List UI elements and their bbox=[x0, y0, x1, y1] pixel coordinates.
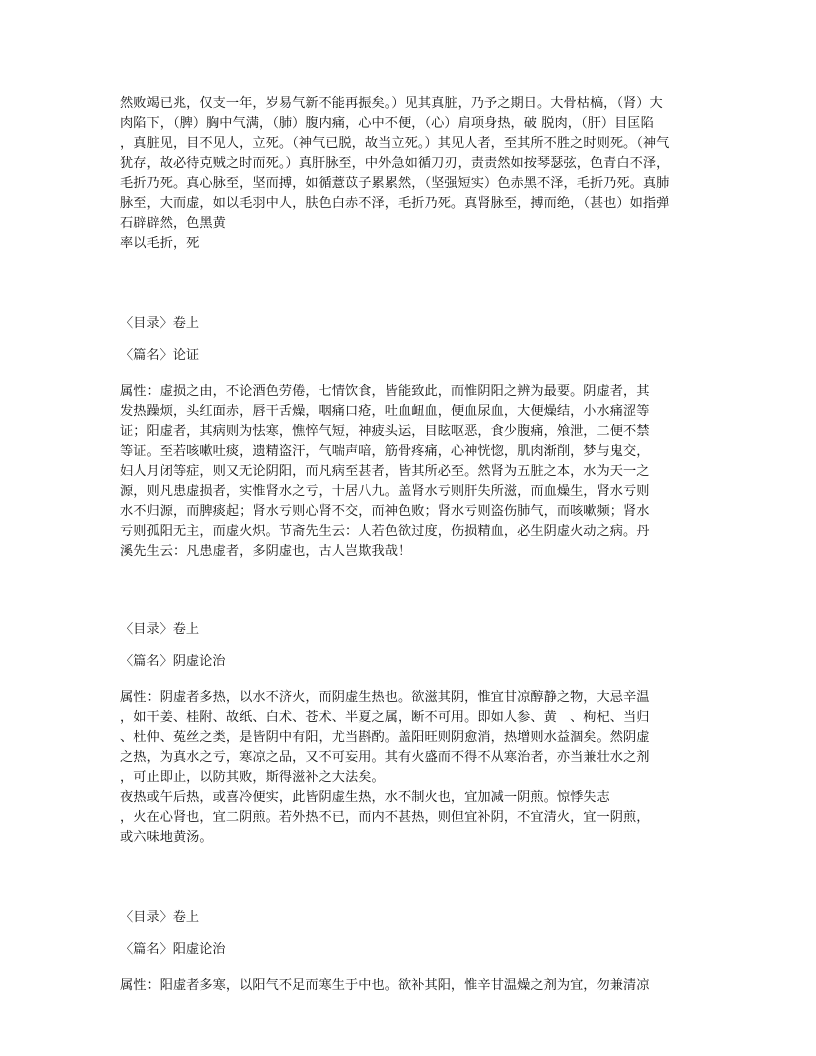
section-title: 〈篇名〉阴虚论治 bbox=[120, 654, 226, 669]
text-line: ，火在心肾也，宜二阴煎。若外热不已，而内不甚热，则但宜补阴，不宜清火，宜一阴煎， bbox=[120, 810, 650, 825]
text-line: 属性：阳虚者多寒，以阳气不足而寒生于中也。欲补其阳，惟辛甘温燥之剂为宜，勿兼清凉 bbox=[120, 978, 650, 993]
text-line: 妇人月闭等症，则又无论阴阳，而凡病至甚者，皆其所必至。然肾为五脏之本，水为天一之 bbox=[120, 464, 650, 479]
text-line: ，真脏见，目不见人，立死。（神气已脱，故当立死。）其见人者，至其所不胜之时则死。（神气 bbox=[120, 136, 670, 151]
text-line: 、杜仲、菟丝之类，是皆阴中有阳，尤当斟酌。盖阳旺则阴愈消，热增则水益涸矣。然阴虚 bbox=[120, 730, 650, 745]
text-line: 然败竭已兆，仅支一年，岁易气新不能再振矣。）见其真脏，乃予之期日。大骨枯槁，（肾）大 bbox=[120, 96, 663, 111]
text-line: 之热，为真水之亏，寒凉之品，又不可妄用。其有火盛而不得不从寒治者，亦当兼壮水之剂 bbox=[120, 750, 650, 765]
text-line: 等证。至若咳嗽吐痰，遗精盗汗，气喘声喑，筋骨疼痛，心神恍惚，肌肉渐削，梦与鬼交， bbox=[120, 444, 650, 459]
text-line: 亏则孤阳无主，而虚火炽。节斋先生云：人若色欲过度，伤损精血，必生阴虚火动之病。丹 bbox=[120, 524, 650, 539]
text-line: 属性：阴虚者多热，以水不济火，而阴虚生热也。欲滋其阴，惟宜甘凉醇静之物，大忌辛温 bbox=[120, 690, 650, 705]
text-line: ，如干姜、桂附、故纸、白术、苍术、半夏之属，断不可用。即如人参、黄 、枸杞、当归 bbox=[120, 710, 650, 725]
text-line: 犹存，故必待克贼之时而死。）真肝脉至，中外急如循刀刃，责责然如按琴瑟弦，色青白不泽， bbox=[120, 156, 670, 171]
text-line: 肉陷下，（脾）胸中气满，（肺）腹内痛，心中不便，（心）肩项身热，破 脱肉，（肝）目匡陷 bbox=[120, 116, 654, 131]
section-lunzheng bbox=[120, 314, 698, 562]
section-yangxu-lunzhi bbox=[120, 908, 698, 996]
text-line: 溪先生云：凡患虚者，多阴虚也，古人岂欺我哉！ bbox=[120, 544, 412, 559]
catalog-label: 〈目录〉卷上 bbox=[120, 622, 200, 637]
text-line: 发热躁烦，头红面赤，唇干舌燥，咽痛口疮，吐血衄血，便血尿血，大便燥结，小水痛涩等 bbox=[120, 404, 650, 419]
section-body bbox=[120, 688, 698, 848]
text-line: 源，则凡患虚损者，实惟肾水之亏，十居八九。盖肾水亏则肝失所滋，而血燥生，肾水亏则 bbox=[120, 484, 650, 499]
section-body bbox=[120, 976, 698, 996]
top-passage bbox=[120, 94, 698, 254]
section-yinxu-lunzhi bbox=[120, 620, 698, 848]
text-line: 夜热或午后热，或喜冷便实，此皆阴虚生热，水不制火也，宜加减一阴煎。惊悸失志 bbox=[120, 790, 610, 805]
text-line: 属性：虚损之由，不论酒色劳倦，七情饮食，皆能致此，而惟阴阳之辨为最要。阴虚者，其 bbox=[120, 384, 650, 399]
text-line: 脉至，大而虚，如以毛羽中人，肤色白赤不泽，毛折乃死。真肾脉至，搏而绝，（甚也）如指弹 bbox=[120, 196, 670, 211]
section-body bbox=[120, 382, 698, 562]
text-line: 毛折乃死。真心脉至，坚而搏，如循薏苡子累累然，（坚强短实）色赤黑不泽，毛折乃死。真肺 bbox=[120, 176, 670, 191]
text-line: 或六味地黄汤。 bbox=[120, 830, 213, 845]
section-title: 〈篇名〉论证 bbox=[120, 348, 200, 363]
document-page bbox=[120, 94, 698, 996]
text-line: 率以毛折，死 bbox=[120, 236, 200, 251]
section-title: 〈篇名〉阳虚论治 bbox=[120, 942, 226, 957]
text-line: ，可止即止，以防其败，斯得滋补之大法矣。 bbox=[120, 770, 385, 785]
catalog-label: 〈目录〉卷上 bbox=[120, 316, 200, 331]
text-line: 水不归源，而脾痰起；肾水亏则心肾不交，而神色败；肾水亏则盗伤肺气，而咳嗽频；肾水 bbox=[120, 504, 650, 519]
catalog-label: 〈目录〉卷上 bbox=[120, 910, 200, 925]
text-line: 证；阳虚者，其病则为怯寒，憔悴气短，神疲头运，目眩呕恶，食少腹痛，飧泄，二便不禁 bbox=[120, 424, 650, 439]
text-line: 石辟辟然，色黑黄 bbox=[120, 216, 226, 231]
